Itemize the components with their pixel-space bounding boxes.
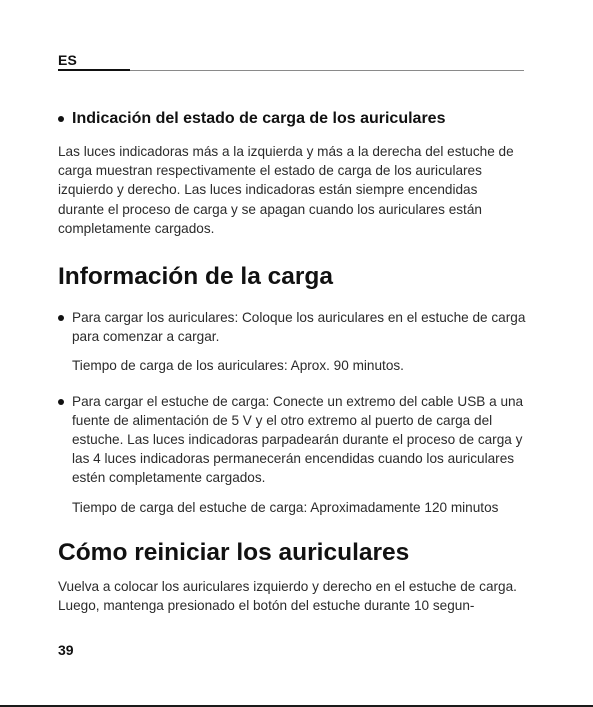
charging-status-subheading [58, 109, 528, 129]
charge-info-item-text: Para cargar el estuche de carga: Conecte un extremo del cable USB a una fuente de alimentación de 5 V y el otro extremo al puerto de carga del estuche. Las luces indicadoras parpadearán durante el proceso de carga y las 4 luces indicadoras permanecerán encendidas cuando los auriculares estén completamente cargados. [72, 393, 524, 486]
bullet-icon [58, 399, 64, 405]
charge-info-item [58, 392, 528, 517]
bullet-icon [58, 315, 64, 321]
charge-info-item-text: Para cargar los auriculares: Coloque los auriculares en el estuche de carga para comenzar a cargar. [72, 310, 526, 345]
reset-heading: Cómo reiniciar los auriculares [58, 539, 410, 566]
charge-info-item-note: Tiempo de carga de los auriculares: Aprox. 90 minutos. [72, 358, 404, 374]
header-accent-divider [58, 69, 130, 71]
charging-status-paragraph: Las luces indicadoras más a la izquierda y más a la derecha del estuche de carga muestran respectivamente el estado de carga de los auriculares izquierdo y derecho. Las luces indicadoras están siempre encendidas durante el proceso de carga y se apagan cuando los auriculares están completamente cargados. [58, 144, 514, 236]
charge-info-item-content [72, 392, 528, 517]
bullet-icon [58, 116, 64, 122]
language-code: ES [58, 52, 78, 68]
charge-info-item-content [72, 308, 528, 376]
reset-paragraph: Vuelva a colocar los auriculares izquierdo y derecho en el estuche de carga. Luego, mantenga presionado el botón del estuche durante 10 segun- [58, 579, 517, 614]
language-header [58, 52, 524, 74]
charge-info-item-note: Tiempo de carga del estuche de carga: Aproximadamente 120 minutos [72, 499, 499, 515]
charge-info-item [58, 308, 528, 376]
charge-info-heading: Información de la carga [58, 263, 334, 290]
page-number: 39 [58, 642, 74, 658]
charging-status-subheading-text: Indicación del estado de carga de los auriculares [72, 110, 446, 127]
charge-info-list [58, 308, 528, 517]
